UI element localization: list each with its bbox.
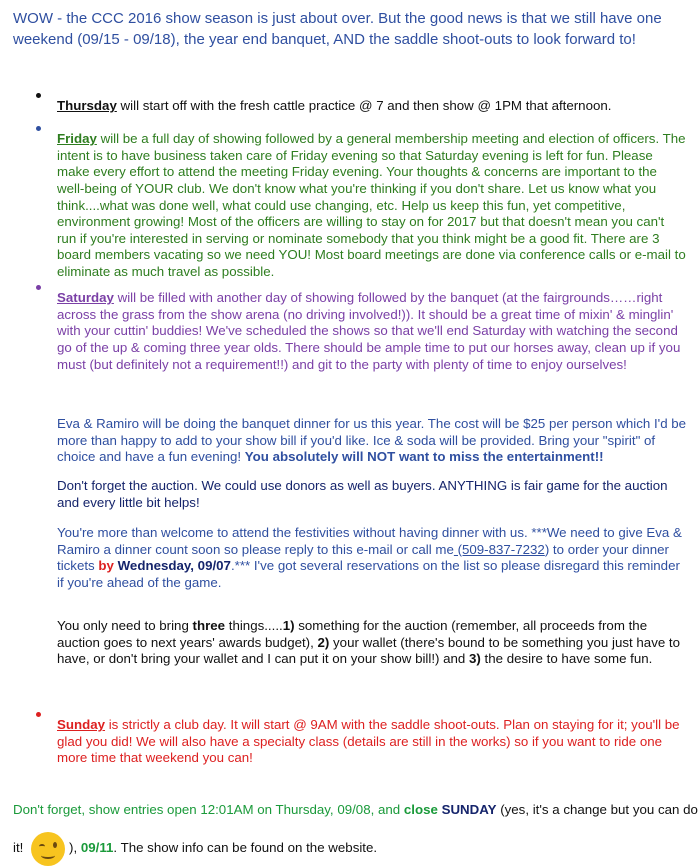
- saturday-text: will be filled with another day of showing followed by the banquet (at the fairgrounds……right across the grass from the show arena (no driving involved!)). It should be a great time of mixin' & minglin' with your cuttin' buddies! We've scheduled the shows so that we'll end Saturday with watching the second go of the up & coming three year olds. There should be ample time to put our horses away, clean up if you must (but definitely not a requirement!!) and git to the party with plenty of time to enjoy ourselves!: [57, 290, 681, 372]
- rsvp-paragraph: [57, 525, 687, 591]
- friday-text: will be a full day of showing followed by a general membership meeting and election of officers. The intent is to have business taken care of Friday evening so that Saturday evening is left for fun. Please make every effort to attend the meeting Friday evening. Your thoughts & concerns are important to the well-being of YOUR club. We don't know what you're thinking if you don't share. Let us know what you think....what was done well, what could use changing, etc. Help us keep this fun, yet competitive, environment growing! Most of the officers are willing to stay on for 2017 but that doesn't mean you can't run if you're interested in serving or nominate somebody that you think might be a good fit. There are 3 board members vacating so we need YOU! Most board meetings are done via conference calls or e-mail to eliminate as much travel as possible.: [57, 131, 686, 280]
- bring-num-1: 1): [282, 618, 295, 634]
- bullet-saturday: [36, 285, 41, 290]
- thursday-paragraph: [57, 98, 687, 115]
- bring-text-1: You only need to bring: [57, 618, 193, 634]
- footer-text-2: (yes, it's a change but you can do it!: [13, 802, 698, 856]
- bring-text-4: your wallet (there's bound to be something you just have to have, or don't bring your wallet and I can put it on your show bill!) and: [57, 634, 681, 667]
- rsvp-text-2: ) to order your dinner tickets: [57, 541, 669, 574]
- footer-close: close: [403, 802, 438, 818]
- footer-sunday: SUNDAY: [437, 802, 497, 818]
- bring-text-5: the desire to have some fun.: [480, 651, 653, 667]
- footer-text-1: Don't forget, show entries open 12:01AM on Thursday, 09/08, and: [13, 802, 404, 818]
- rsvp-text-3: .*** I've got several reservations on the list so please disregard this reminder if you're ahead of the game.: [57, 558, 680, 591]
- wink-emoji-icon: [31, 832, 65, 866]
- bring-num-3: 3): [469, 651, 481, 667]
- thursday-text: will start off with the fresh cattle practice @ 7 and then show @ 1PM that afternoon.: [116, 98, 612, 114]
- footer-text-3: ),: [69, 840, 81, 856]
- intro-paragraph: WOW - the CCC 2016 show season is just about over. But the good news is that we still have one weekend (09/15 - 09/18), the year end banquet, AND the saddle shoot-outs to look forward to!: [13, 10, 662, 48]
- thursday-label: Thursday: [57, 98, 117, 114]
- footer-text-4: . The show info can be found on the website.: [113, 840, 378, 856]
- bullet-friday: [36, 126, 41, 131]
- rsvp-deadline: Wednesday, 09/07: [113, 558, 231, 574]
- bring-three: three: [192, 618, 226, 634]
- auction-paragraph: Don't forget the auction. We could use donors as well as buyers. ANYTHING is fair game for the auction and every little bit helps!: [57, 478, 668, 510]
- banquet-bold: You absolutely will NOT want to miss the entertainment!!: [244, 449, 604, 465]
- bring-text-3: something for the auction (remember, all proceeds from the auction goes to next years' awards budget),: [57, 618, 648, 650]
- phone-number[interactable]: (509-837-7232: [453, 541, 545, 557]
- sunday-text: is strictly a club day. It will start @ 9AM with the saddle shoot-outs. Plan on staying for it; you'll be glad you did! We will also have a specialty class (details are still in the works) so if you want to ride one more time that weekend you can!: [57, 717, 680, 766]
- bring-num-2: 2): [317, 634, 330, 650]
- sunday-label: Sunday: [57, 717, 106, 733]
- banquet-paragraph: [57, 416, 687, 466]
- friday-paragraph: [57, 131, 687, 280]
- rsvp-text-1: You're more than welcome to attend the festivities without having dinner with us. ***We need to give Eva & Ramiro a dinner count soon so please reply to this e-mail or call me: [57, 525, 682, 557]
- friday-label: Friday: [57, 131, 97, 147]
- bring-text-2: things.....: [225, 618, 283, 634]
- bullet-sunday: [36, 712, 41, 717]
- sunday-paragraph: [57, 717, 687, 767]
- saturday-paragraph: [57, 290, 687, 373]
- banquet-text: Eva & Ramiro will be doing the banquet dinner for us this year. The cost will be $25 per person which I'd be more than happy to add to your show bill if you'd like. Ice & soda will be provided. Bring your "spirit" of choice and have a fun evening!: [57, 416, 687, 465]
- footer-date: 09/11: [80, 840, 114, 856]
- bullet-thursday: [36, 93, 41, 98]
- bring-paragraph: [57, 618, 687, 668]
- saturday-label: Saturday: [57, 290, 114, 306]
- rsvp-by: by: [98, 558, 114, 574]
- footer-paragraph: [13, 791, 700, 867]
